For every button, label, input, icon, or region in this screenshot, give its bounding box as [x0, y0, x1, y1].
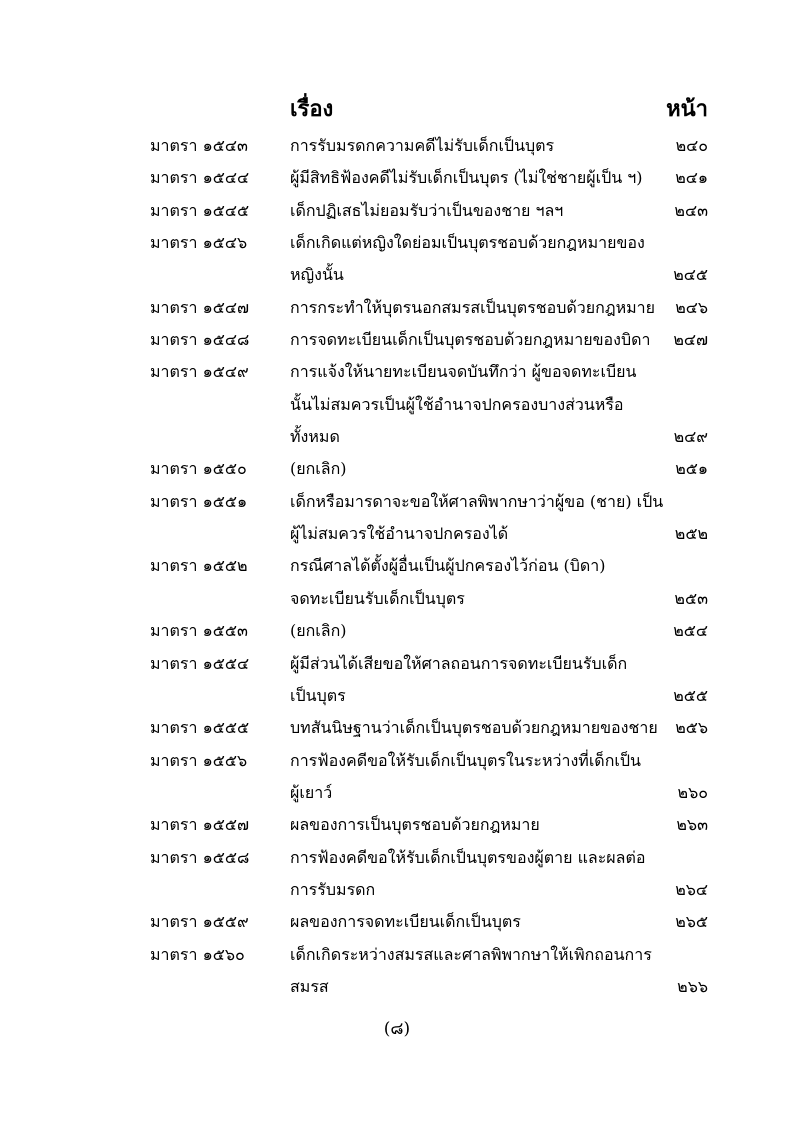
toc-entry-line: [0, 712, 794, 744]
page-number: (๘): [383, 1019, 411, 1039]
entry-title: เด็กหรือมารดาจะขอให้ศาลพิพากษาว่าผู้ขอ (ชาย) เป็น: [290, 491, 664, 511]
toc-entry-line: [0, 874, 794, 906]
toc-entry: [0, 486, 794, 551]
toc-entry-line: [0, 227, 794, 259]
section-number: มาตรา ๑๕๔๘: [150, 330, 250, 350]
entry-title: การจดทะเบียนเด็กเป็นบุตรชอบด้วยกฎหมายของบิดา: [290, 330, 651, 350]
toc-entry: [0, 712, 794, 744]
entry-title: เด็กเกิดแต่หญิงใดย่อมเป็นบุตรชอบด้วยกฎหมายของ: [290, 233, 645, 253]
section-number: มาตรา ๑๕๕๙: [150, 912, 249, 932]
entry-page-number: ๒๖๐: [677, 782, 708, 802]
entry-page-number: ๒๖๕: [675, 912, 708, 932]
toc-entry-line: [0, 356, 794, 388]
toc-entry-line: [0, 777, 794, 809]
toc-entry-line: [0, 389, 794, 421]
toc-entry: [0, 615, 794, 647]
entry-page-number: ๒๕๒: [674, 524, 708, 544]
entry-title: บทสันนิษฐานว่าเด็กเป็นบุตรชอบด้วยกฎหมายของชาย: [290, 718, 658, 738]
toc-entry-line: [0, 130, 794, 162]
entry-page-number: ๒๔๐: [675, 136, 708, 155]
toc-entry: [0, 648, 794, 713]
entry-page-number: ๒๕๔: [673, 621, 708, 641]
toc-entry: [0, 939, 794, 1004]
toc-entry-line: [0, 809, 794, 841]
toc-entry-line: [0, 162, 794, 194]
toc-entry: [0, 292, 794, 324]
section-number: มาตรา ๑๕๔๓: [150, 136, 248, 155]
entry-title: ผู้มีสิทธิฟ้องคดีไม่รับเด็กเป็นบุตร (ไม่ใช่ชายผู้เป็น ฯ): [290, 168, 643, 188]
toc-entry: [0, 227, 794, 292]
toc-entry: [0, 162, 794, 194]
toc-entry-line: [0, 680, 794, 712]
section-number: มาตรา ๑๕๔๗: [150, 297, 249, 317]
toc-entry-line: [0, 615, 794, 647]
toc-entry: [0, 842, 794, 907]
toc-entry-line: [0, 195, 794, 227]
toc-entry-line: [0, 842, 794, 874]
entry-page-number: ๒๔๕: [673, 265, 708, 285]
entry-title: ทั้งหมด: [290, 427, 340, 447]
entry-title: (ยกเลิก): [290, 459, 347, 479]
toc-entry-line: [0, 421, 794, 453]
entry-page-number: ๒๖๖: [677, 976, 708, 996]
entry-title: การรับมรดกความคดีไม่รับเด็กเป็นบุตร: [290, 136, 555, 155]
entry-page-number: ๒๕๓: [674, 588, 708, 608]
entry-title: การฟ้องคดีขอให้รับเด็กเป็นบุตรในระหว่างที่เด็กเป็น: [290, 750, 641, 770]
entry-title: ผู้มีส่วนได้เสียขอให้ศาลถอนการจดทะเบียนรับเด็ก: [290, 653, 628, 673]
entry-title: จดทะเบียนรับเด็กเป็นบุตร: [290, 588, 465, 608]
page-column-heading: หน้า: [666, 96, 708, 122]
section-number: มาตรา ๑๕๕๐: [150, 459, 247, 479]
entry-title: เด็กปฏิเสธไม่ยอมรับว่าเป็นของชาย ฯลฯ: [290, 200, 564, 220]
section-number: มาตรา ๑๕๕๗: [150, 815, 249, 835]
entry-title: ผู้เยาว์: [290, 782, 333, 802]
section-number: มาตรา ๑๕๔๖: [150, 233, 248, 253]
section-number: มาตรา ๑๕๕๓: [150, 621, 248, 641]
section-number: มาตรา ๑๕๕๘: [150, 847, 250, 867]
section-number: มาตรา ๑๕๕๖: [150, 750, 248, 770]
entry-title: เป็นบุตร: [290, 685, 346, 705]
toc-entry-line: [0, 453, 794, 485]
toc-entry-line: [0, 518, 794, 550]
entry-title: การรับมรดก: [290, 879, 376, 899]
toc-entry: [0, 453, 794, 485]
toc-header: [0, 92, 794, 128]
entry-page-number: ๒๕๑: [675, 459, 708, 479]
toc-entry: [0, 130, 794, 162]
entry-title: ผลของการจดทะเบียนเด็กเป็นบุตร: [290, 912, 521, 932]
entry-title: นั้นไม่สมควรเป็นผู้ใช้อำนาจปกครองบางส่วนหรือ: [290, 394, 624, 414]
entry-page-number: ๒๖๔: [675, 879, 708, 899]
entry-title: (ยกเลิก): [290, 621, 347, 641]
entry-title: การแจ้งให้นายทะเบียนจดบันทึกว่า ผู้ขอจดทะเบียน: [290, 362, 637, 382]
section-number: มาตรา ๑๕๕๔: [150, 653, 250, 673]
toc-entry: [0, 356, 794, 453]
toc-entry-line: [0, 906, 794, 938]
toc-entry-line: [0, 550, 794, 582]
toc-entry-line: [0, 486, 794, 518]
entry-title: หญิงนั้น: [290, 265, 344, 285]
toc-entry-line: [0, 745, 794, 777]
entry-title: เด็กเกิดระหว่างสมรสและศาลพิพากษาให้เพิกถอนการ: [290, 944, 652, 964]
toc-entry-line: [0, 971, 794, 1003]
toc-entry: [0, 745, 794, 810]
toc-entry: [0, 809, 794, 841]
toc-entry-line: [0, 583, 794, 615]
toc-entry-line: [0, 324, 794, 356]
entry-page-number: ๒๕๕: [673, 685, 708, 705]
section-number: มาตรา ๑๕๕๒: [150, 556, 248, 576]
entry-title: สมรส: [290, 976, 329, 996]
entry-title: กรณีศาลได้ตั้งผู้อื่นเป็นผู้ปกครองไว้ก่อน (บิดา): [290, 556, 606, 576]
entry-title: ผลของการเป็นบุตรชอบด้วยกฎหมาย: [290, 815, 540, 835]
entry-page-number: ๒๔๖: [675, 297, 708, 317]
entry-title: ผู้ไม่สมควรใช้อำนาจปกครองได้: [290, 524, 509, 544]
toc-entry: [0, 906, 794, 938]
table-of-contents: [0, 130, 794, 1003]
section-number: มาตรา ๑๕๕๕: [150, 718, 250, 738]
toc-entry: [0, 550, 794, 615]
entry-page-number: ๒๔๗: [673, 330, 708, 350]
entry-page-number: ๒๔๓: [674, 200, 708, 220]
entry-page-number: ๒๔๙: [673, 427, 708, 447]
section-number: มาตรา ๑๕๔๙: [150, 362, 249, 382]
section-number: มาตรา ๑๕๔๔: [150, 168, 250, 188]
toc-entry-line: [0, 648, 794, 680]
section-number: มาตรา ๑๕๔๕: [150, 200, 250, 220]
toc-entry-line: [0, 259, 794, 291]
section-number: มาตรา ๑๕๖๐: [150, 944, 245, 964]
entry-title: การฟ้องคดีขอให้รับเด็กเป็นบุตรของผู้ตาย และผลต่อ: [290, 847, 646, 867]
section-number: มาตรา ๑๕๕๑: [150, 491, 248, 511]
entry-page-number: ๒๕๖: [675, 718, 708, 738]
subject-column-heading: เรื่อง: [290, 96, 334, 122]
toc-entry-line: [0, 292, 794, 324]
entry-title: การกระทำให้บุตรนอกสมรสเป็นบุตรชอบด้วยกฎหมาย: [290, 297, 656, 317]
toc-entry: [0, 324, 794, 356]
toc-entry: [0, 195, 794, 227]
entry-page-number: ๒๔๑: [675, 168, 708, 188]
toc-entry-line: [0, 939, 794, 971]
entry-page-number: ๒๖๓: [676, 815, 708, 835]
